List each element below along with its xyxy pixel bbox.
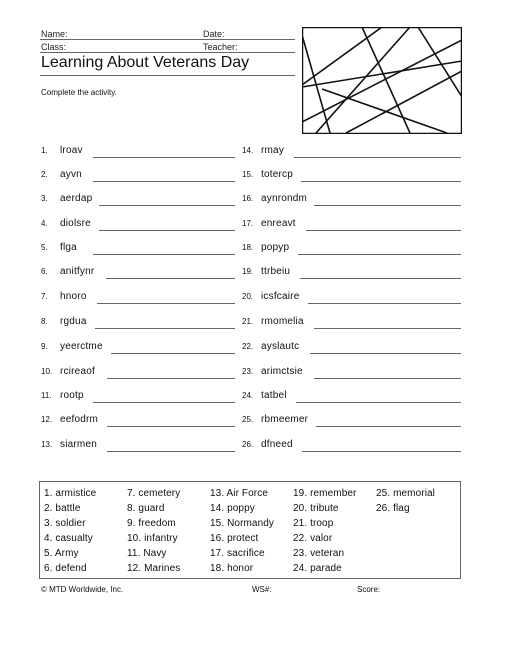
scramble-item-10 [41, 365, 236, 379]
item-number: 6. [41, 267, 48, 276]
answer-line[interactable] [93, 254, 235, 255]
scrambled-word: totercp [261, 169, 293, 180]
item-number: 26. [242, 440, 254, 449]
scrambled-word: hnoro [60, 291, 87, 302]
answer-line[interactable] [302, 451, 461, 452]
word-bank-entry: 24. parade [293, 563, 342, 574]
scrambled-word: lroav [60, 145, 83, 156]
word-bank-entry: 5. Army [44, 548, 79, 559]
name-line [40, 39, 295, 40]
answer-line[interactable] [107, 451, 235, 452]
word-bank-entry: 23. veteran [293, 548, 345, 559]
scrambled-word: flga [60, 242, 77, 253]
scramble-item-23 [242, 365, 462, 379]
item-number: 14. [242, 146, 254, 155]
word-bank-entry: 14. poppy [210, 503, 255, 514]
answer-line[interactable] [308, 303, 461, 304]
answer-line[interactable] [106, 278, 235, 279]
item-number: 20. [242, 292, 254, 301]
item-number: 3. [41, 194, 48, 203]
word-bank-entry: 10. infantry [127, 533, 178, 544]
item-number: 21. [242, 317, 254, 326]
scramble-item-26 [242, 438, 462, 452]
scramble-item-11 [41, 389, 236, 403]
word-bank-entry: 2. battle [44, 503, 81, 514]
word-bank-entry: 6. defend [44, 563, 87, 574]
word-bank-entry: 3. soldier [44, 518, 86, 529]
item-number: 9. [41, 342, 48, 351]
scramble-item-18 [242, 241, 462, 255]
teacher-label: Teacher: [203, 42, 238, 52]
answer-line[interactable] [310, 353, 461, 354]
item-number: 7. [41, 292, 48, 301]
scramble-item-13 [41, 438, 236, 452]
answer-line[interactable] [93, 402, 235, 403]
scrambled-word: anitfynr [60, 266, 95, 277]
scrambled-word: enreavt [261, 218, 296, 229]
item-number: 5. [41, 243, 48, 252]
item-number: 16. [242, 194, 254, 203]
word-bank-entry: 11. Navy [127, 548, 167, 559]
instructions: Complete the activity. [41, 88, 117, 97]
scrambled-word: popyp [261, 242, 290, 253]
ws-label: WS#: [252, 585, 272, 594]
title-underline [40, 75, 295, 76]
item-number: 25. [242, 415, 254, 424]
answer-line[interactable] [93, 157, 235, 158]
answer-line[interactable] [296, 402, 461, 403]
item-number: 11. [41, 391, 52, 400]
word-bank-entry: 17. sacrifice [210, 548, 265, 559]
item-number: 23. [242, 367, 254, 376]
word-bank-column-3 [210, 486, 274, 576]
name-label: Name: [41, 29, 68, 39]
answer-line[interactable] [93, 181, 235, 182]
word-bank-entry: 4. casualty [44, 533, 93, 544]
answer-line[interactable] [306, 230, 461, 231]
word-bank-entry: 13. Air Force [210, 488, 268, 499]
scramble-item-8 [41, 315, 236, 329]
answer-line[interactable] [111, 353, 235, 354]
score-label: Score: [357, 585, 381, 594]
scramble-item-3 [41, 192, 236, 206]
item-number: 8. [41, 317, 48, 326]
scramble-item-12 [41, 413, 236, 427]
word-bank-entry: 12. Marines [127, 563, 181, 574]
scramble-item-9 [41, 340, 236, 354]
item-number: 22. [242, 342, 254, 351]
scrambled-word: rcireaof [60, 366, 95, 377]
word-bank-column-1 [44, 486, 96, 576]
item-number: 10. [41, 367, 53, 376]
word-bank-entry: 25. memorial [376, 488, 435, 499]
answer-line[interactable] [107, 426, 235, 427]
scramble-item-24 [242, 389, 462, 403]
answer-line[interactable] [300, 278, 461, 279]
item-number: 15. [242, 170, 254, 179]
word-bank-column-4 [293, 486, 356, 576]
scrambled-word: aerdap [60, 193, 93, 204]
scramble-item-19 [242, 265, 462, 279]
word-bank-column-2 [127, 486, 180, 576]
scrambled-word: ayslautc [261, 341, 300, 352]
word-bank [39, 481, 461, 579]
scrambled-word: rmomelia [261, 316, 304, 327]
scrambled-word: siarmen [60, 439, 97, 450]
answer-line[interactable] [316, 426, 461, 427]
word-bank-entry: 20. tribute [293, 503, 339, 514]
answer-line[interactable] [107, 378, 235, 379]
word-bank-entry: 15. Normandy [210, 518, 275, 529]
scrambled-word: aynrondm [261, 193, 308, 204]
word-bank-entry: 7. cemetery [127, 488, 181, 499]
scramble-item-21 [242, 315, 462, 329]
scramble-item-20 [242, 290, 462, 304]
scramble-item-14 [242, 144, 462, 158]
class-label: Class: [41, 42, 67, 52]
scrambled-word: diolsre [60, 218, 91, 229]
answer-line[interactable] [294, 157, 461, 158]
answer-line[interactable] [95, 328, 235, 329]
answer-line[interactable] [301, 181, 461, 182]
answer-line[interactable] [99, 205, 235, 206]
scramble-item-16 [242, 192, 462, 206]
word-bank-entry: 21. troop [293, 518, 334, 529]
scrambled-word: ttrbeiu [261, 266, 291, 277]
scrambled-word: dfneed [261, 439, 293, 450]
item-number: 2. [41, 170, 48, 179]
scrambled-word: ayvn [60, 169, 82, 180]
word-bank-entry: 26. flag [376, 503, 410, 514]
item-number: 12. [41, 415, 53, 424]
word-bank-entry: 19. remember [293, 488, 357, 499]
scrambled-word: arimctsie [261, 366, 303, 377]
item-number: 19. [242, 267, 254, 276]
scramble-item-17 [242, 217, 462, 231]
decorative-line-art [302, 27, 462, 134]
scramble-item-25 [242, 413, 462, 427]
answer-line[interactable] [314, 378, 461, 379]
answer-line[interactable] [99, 230, 235, 231]
word-bank-column-5 [376, 486, 435, 516]
scramble-item-6 [41, 265, 236, 279]
scramble-item-1 [41, 144, 236, 158]
item-number: 18. [242, 243, 254, 252]
item-number: 1. [41, 146, 48, 155]
word-bank-entry: 18. honor [210, 563, 254, 574]
scrambled-word: rootp [60, 390, 84, 401]
item-number: 4. [41, 219, 48, 228]
scrambled-word: yeerctme [60, 341, 103, 352]
copyright-text: © MTD Worldwide, Inc. [41, 585, 124, 594]
word-bank-entry: 8. guard [127, 503, 165, 514]
word-bank-entry: 1. armistice [44, 488, 97, 499]
scramble-item-5 [41, 241, 236, 255]
item-number: 24. [242, 391, 254, 400]
scramble-item-22 [242, 340, 462, 354]
word-bank-entry: 9. freedom [127, 518, 176, 529]
class-line [40, 52, 295, 53]
answer-line[interactable] [298, 254, 461, 255]
item-number: 17. [242, 219, 254, 228]
date-label: Date: [203, 29, 225, 39]
answer-line[interactable] [97, 303, 235, 304]
scrambled-word: tatbel [261, 390, 287, 401]
item-number: 13. [41, 440, 53, 449]
word-bank-entry: 16. protect [210, 533, 259, 544]
scrambled-word: rbmeemer [261, 414, 309, 425]
scrambled-word: icsfcaire [261, 291, 300, 302]
scrambled-word: rgdua [60, 316, 87, 327]
answer-line[interactable] [314, 205, 461, 206]
scramble-item-7 [41, 290, 236, 304]
scramble-item-15 [242, 168, 462, 182]
page-title: Learning About Veterans Day [41, 54, 250, 71]
word-bank-entry: 22. valor [293, 533, 333, 544]
answer-line[interactable] [314, 328, 461, 329]
scrambled-word: rmay [261, 145, 285, 156]
scramble-item-4 [41, 217, 236, 231]
scrambled-word: eefodrm [60, 414, 99, 425]
scramble-item-2 [41, 168, 236, 182]
